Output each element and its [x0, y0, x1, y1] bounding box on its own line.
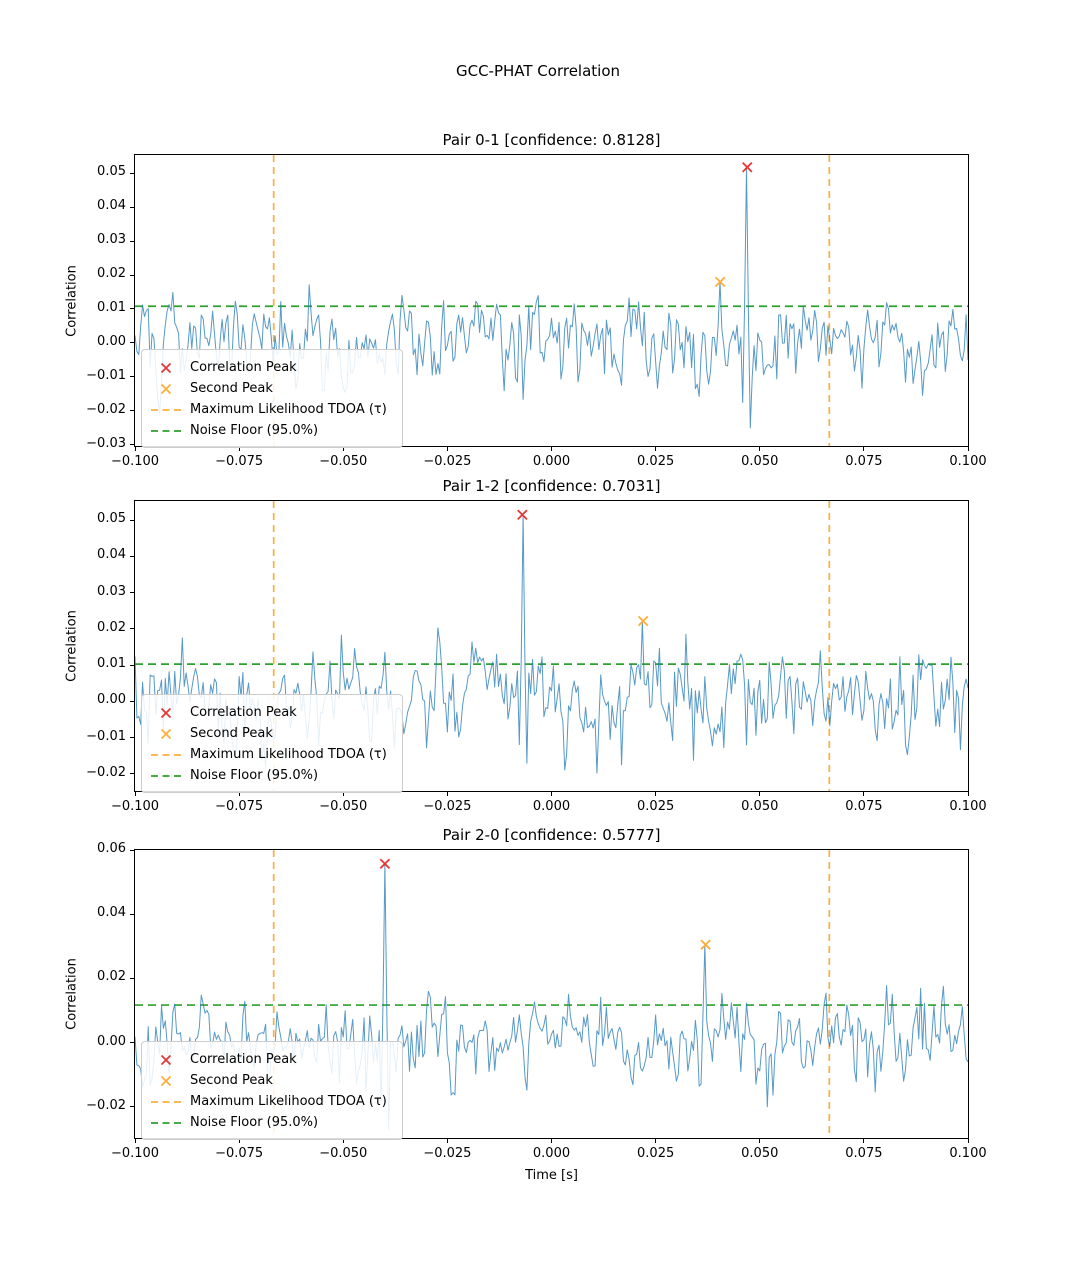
y-tick-label: 0.02 — [97, 619, 126, 635]
x-tick-label: −0.075 — [215, 454, 264, 469]
y-tick-label: −0.01 — [86, 367, 126, 383]
legend-item — [150, 1112, 394, 1133]
legend-label: Maximum Likelihood TDOA (τ) — [190, 402, 387, 417]
tdoa-line-swatch — [150, 403, 182, 417]
y-tick-label: 0.02 — [97, 266, 126, 281]
y-tick-label: 0.04 — [97, 547, 126, 563]
y-tick — [130, 444, 134, 445]
y-tick-label: 0.06 — [97, 841, 126, 856]
x-tick — [759, 1139, 760, 1143]
x-tick — [968, 1139, 969, 1143]
legend-label: Correlation Peak — [190, 705, 297, 720]
legend-label: Second Peak — [190, 1073, 273, 1088]
legend-item — [150, 1049, 394, 1070]
correlation-peak-icon — [150, 361, 182, 375]
x-tick-label: 0.050 — [741, 1146, 779, 1161]
legend-label: Noise Floor (95.0%) — [190, 423, 319, 438]
x-tick-label: 0.100 — [949, 1146, 987, 1161]
x-tick-label: −0.050 — [319, 1146, 368, 1161]
y-tick — [130, 701, 134, 702]
y-tick-label: 0.05 — [97, 511, 126, 527]
y-axis-label: Correlation — [64, 958, 80, 1030]
legend — [141, 694, 403, 793]
x-tick-label: −0.075 — [215, 799, 264, 814]
x-tick-label: 0.075 — [845, 454, 883, 469]
x-tick-label: −0.100 — [110, 799, 160, 814]
x-tick — [551, 792, 552, 796]
x-tick-label: 0.050 — [741, 454, 779, 469]
y-tick-label: 0.01 — [97, 656, 126, 672]
y-tick — [130, 914, 134, 915]
x-tick-label: 0.025 — [637, 1146, 675, 1161]
x-tick-label: 0.000 — [532, 1146, 571, 1161]
legend-label: Second Peak — [190, 381, 273, 396]
legend-item — [150, 420, 394, 441]
legend-item — [150, 744, 394, 765]
y-tick-label: 0.00 — [97, 333, 126, 349]
y-tick — [130, 173, 134, 174]
subplot-title: Pair 2-0 [confidence: 0.5777] — [442, 826, 661, 844]
y-tick — [130, 275, 134, 276]
legend-label: Maximum Likelihood TDOA (τ) — [190, 1094, 387, 1109]
x-tick-label: −0.025 — [423, 1146, 472, 1161]
y-tick-label: 0.05 — [97, 164, 126, 180]
y-tick-label: 0.04 — [97, 905, 126, 921]
noise-floor-swatch — [150, 769, 182, 783]
y-tick-label: −0.02 — [86, 401, 126, 417]
x-tick-label: −0.050 — [319, 799, 368, 814]
y-tick — [130, 556, 134, 557]
x-tick-label: −0.050 — [319, 454, 368, 469]
x-tick — [655, 447, 656, 451]
tdoa-line-swatch — [150, 748, 182, 762]
subplot-title: Pair 0-1 [confidence: 0.8128] — [442, 131, 661, 149]
y-tick-label: 0.03 — [97, 583, 126, 599]
x-tick-label: −0.025 — [423, 799, 472, 814]
second-peak-marker — [701, 940, 710, 949]
y-tick-label: −0.02 — [86, 764, 126, 780]
y-tick-label: −0.01 — [86, 728, 126, 744]
y-tick-label: 0.00 — [97, 692, 126, 708]
subplot-title: Pair 1-2 [confidence: 0.7031] — [442, 477, 661, 495]
legend-label: Second Peak — [190, 726, 273, 741]
x-tick — [135, 1139, 136, 1143]
x-tick-label: 0.025 — [637, 454, 675, 469]
x-tick — [135, 447, 136, 451]
x-tick-label: 0.100 — [949, 454, 987, 469]
noise-floor-swatch — [150, 424, 182, 438]
y-tick — [130, 628, 134, 629]
correlation-peak-marker — [743, 163, 752, 172]
second-peak-icon — [150, 1074, 182, 1088]
y-tick — [130, 1042, 134, 1043]
y-tick — [130, 410, 134, 411]
correlation-peak-icon — [150, 706, 182, 720]
y-tick — [130, 850, 134, 851]
second-peak-marker — [639, 616, 648, 625]
legend-item — [150, 399, 394, 420]
legend-item — [150, 378, 394, 399]
y-tick — [130, 520, 134, 521]
x-tick — [863, 447, 864, 451]
x-tick-label: 0.100 — [949, 799, 987, 814]
legend-item — [150, 765, 394, 786]
x-tick — [863, 792, 864, 796]
x-tick-label: 0.075 — [845, 1146, 883, 1161]
y-tick-label: 0.00 — [97, 1033, 126, 1049]
x-tick — [968, 792, 969, 796]
second-peak-icon — [150, 727, 182, 741]
legend-item — [150, 357, 394, 378]
correlation-peak-icon — [150, 1053, 182, 1067]
y-tick — [130, 376, 134, 377]
y-tick — [130, 773, 134, 774]
x-tick — [863, 1139, 864, 1143]
legend — [141, 349, 403, 448]
y-axis-label: Correlation — [64, 264, 80, 337]
x-tick-label: −0.075 — [215, 1146, 264, 1161]
y-tick-label: −0.02 — [86, 1097, 126, 1113]
y-tick — [130, 592, 134, 593]
x-tick-label: 0.075 — [845, 799, 883, 814]
x-tick-label: 0.050 — [741, 799, 779, 814]
x-tick — [759, 792, 760, 796]
y-tick-label: 0.01 — [97, 299, 126, 315]
x-tick-label: 0.000 — [532, 799, 571, 814]
x-tick — [759, 447, 760, 451]
legend-item — [150, 1070, 394, 1091]
legend-item — [150, 1091, 394, 1112]
noise-floor-swatch — [150, 1116, 182, 1130]
y-tick — [130, 1106, 134, 1107]
x-tick-label: −0.100 — [110, 454, 160, 469]
legend-label: Noise Floor (95.0%) — [190, 768, 319, 783]
tdoa-line-swatch — [150, 1095, 182, 1109]
legend-label: Noise Floor (95.0%) — [190, 1115, 319, 1130]
legend-item — [150, 723, 394, 744]
x-tick — [655, 792, 656, 796]
x-tick — [447, 792, 448, 796]
y-tick-label: 0.04 — [97, 198, 126, 213]
legend-item — [150, 702, 394, 723]
x-tick-label: −0.025 — [423, 454, 472, 469]
y-tick — [130, 308, 134, 309]
x-tick — [655, 1139, 656, 1143]
x-tick — [968, 447, 969, 451]
y-tick — [130, 665, 134, 666]
y-tick — [130, 342, 134, 343]
x-tick — [551, 1139, 552, 1143]
x-tick-label: −0.100 — [110, 1146, 160, 1161]
figure-title: GCC-PHAT Correlation — [455, 62, 621, 80]
legend-label: Correlation Peak — [190, 360, 297, 375]
y-tick — [130, 241, 134, 242]
y-tick — [130, 978, 134, 979]
legend-label: Correlation Peak — [190, 1052, 297, 1067]
x-tick-label: 0.000 — [532, 454, 571, 469]
y-axis-label: Correlation — [64, 610, 80, 682]
x-tick-label: 0.025 — [637, 799, 675, 814]
x-tick — [135, 792, 136, 796]
y-tick-label: 0.02 — [97, 969, 126, 985]
legend — [141, 1041, 403, 1140]
x-tick — [447, 447, 448, 451]
y-tick — [130, 207, 134, 208]
x-axis-label: Time [s] — [525, 1168, 578, 1183]
second-peak-icon — [150, 382, 182, 396]
y-tick-label: −0.03 — [86, 435, 126, 451]
legend-label: Maximum Likelihood TDOA (τ) — [190, 747, 387, 762]
correlation-peak-marker — [518, 510, 527, 519]
x-tick — [551, 447, 552, 451]
y-tick — [130, 737, 134, 738]
x-tick — [447, 1139, 448, 1143]
y-tick-label: 0.03 — [97, 232, 126, 247]
